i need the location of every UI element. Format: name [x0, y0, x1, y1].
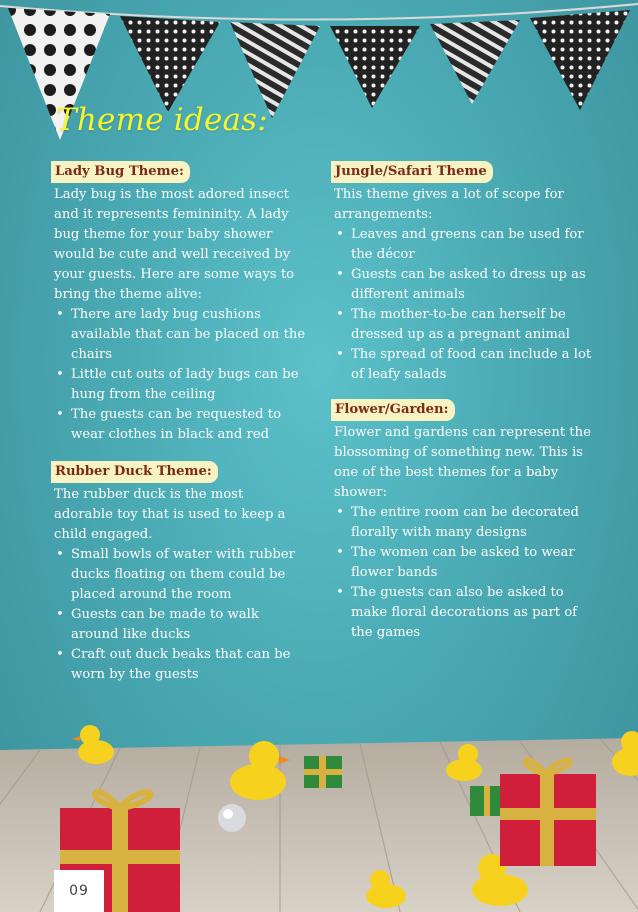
ladybug-heading: Lady Bug Theme: [51, 161, 190, 183]
right-column [334, 161, 596, 643]
bullet-mark: • [56, 307, 64, 322]
jungle-intro: This theme gives a lot of scope for arrangements: [334, 187, 564, 222]
bullet-mark: • [336, 505, 344, 520]
gift-red-right [500, 760, 596, 866]
bullet-mark: • [56, 647, 64, 662]
left-column [54, 161, 306, 685]
list-item: • Guests can be asked to dress up as different animals [336, 267, 586, 302]
list-item: • The entire room can be decorated florally with many designs [336, 505, 579, 540]
list-item: • The women can be asked to wear flower bands [336, 545, 575, 580]
ladybug-list [54, 305, 306, 445]
bullet-mark: • [336, 347, 344, 362]
list-item: • Little cut outs of lady bugs can be hung from the ceiling [56, 367, 299, 402]
flower-heading: Flower/Garden: [331, 399, 455, 421]
duck-intro: The rubber duck is the most adorable toy that is used to keep a child engaged. [54, 487, 286, 542]
list-item: • Leaves and greens can be used for the décor [336, 227, 584, 262]
flower-list [334, 503, 596, 643]
gift-green-right [470, 786, 504, 816]
duck-list [54, 545, 306, 685]
list-item: • The guests can be requested to wear clothes in black and red [56, 407, 282, 442]
flag-5 [430, 20, 520, 104]
duck-4 [612, 731, 638, 776]
list-item: • Small bowls of water with rubber ducks floating on them could be placed around the room [56, 547, 295, 602]
list-item: • The spread of food can include a lot of leafy salads [336, 347, 592, 382]
duck-heading: Rubber Duck Theme: [51, 461, 218, 483]
flag-2 [120, 16, 220, 112]
list-item: • There are lady bug cushions available that can be placed on the chairs [56, 307, 306, 362]
list-item: • The mother-to-be can herself be dressed up as a pregnant animal [336, 307, 571, 342]
bullet-mark: • [336, 227, 344, 242]
list-item: • The guests can also be asked to make floral decorations as part of the games [336, 585, 578, 640]
flag-6 [530, 10, 630, 110]
page-number: 09 [54, 870, 104, 912]
gift-green-center [304, 756, 342, 788]
bullet-mark: • [336, 307, 344, 322]
list-item: • Guests can be made to walk around like ducks [56, 607, 259, 642]
ladybug-intro: Lady bug is the most adored insect and it represents femininity. A lady bug theme for your baby shower would be cute and well received by your guests. Here are some ways to bring the theme alive: [54, 187, 295, 302]
list-item: • Craft out duck beaks that can be worn by the guests [56, 647, 291, 682]
bullet-mark: • [336, 585, 344, 600]
bullet-mark: • [56, 607, 64, 622]
disco-ball [218, 804, 246, 832]
flower-intro: Flower and gardens can represent the blossoming of something new. This is one of the best themes for a baby shower: [334, 425, 591, 500]
flag-4 [330, 26, 420, 108]
bullet-mark: • [56, 407, 64, 422]
bullet-mark: • [336, 545, 344, 560]
bullet-mark: • [56, 367, 64, 382]
page-title: Theme ideas: [56, 102, 268, 138]
bullet-mark: • [56, 547, 64, 562]
jungle-heading: Jungle/Safari Theme [331, 161, 493, 183]
jungle-list [334, 225, 596, 385]
bullet-mark: • [336, 267, 344, 282]
